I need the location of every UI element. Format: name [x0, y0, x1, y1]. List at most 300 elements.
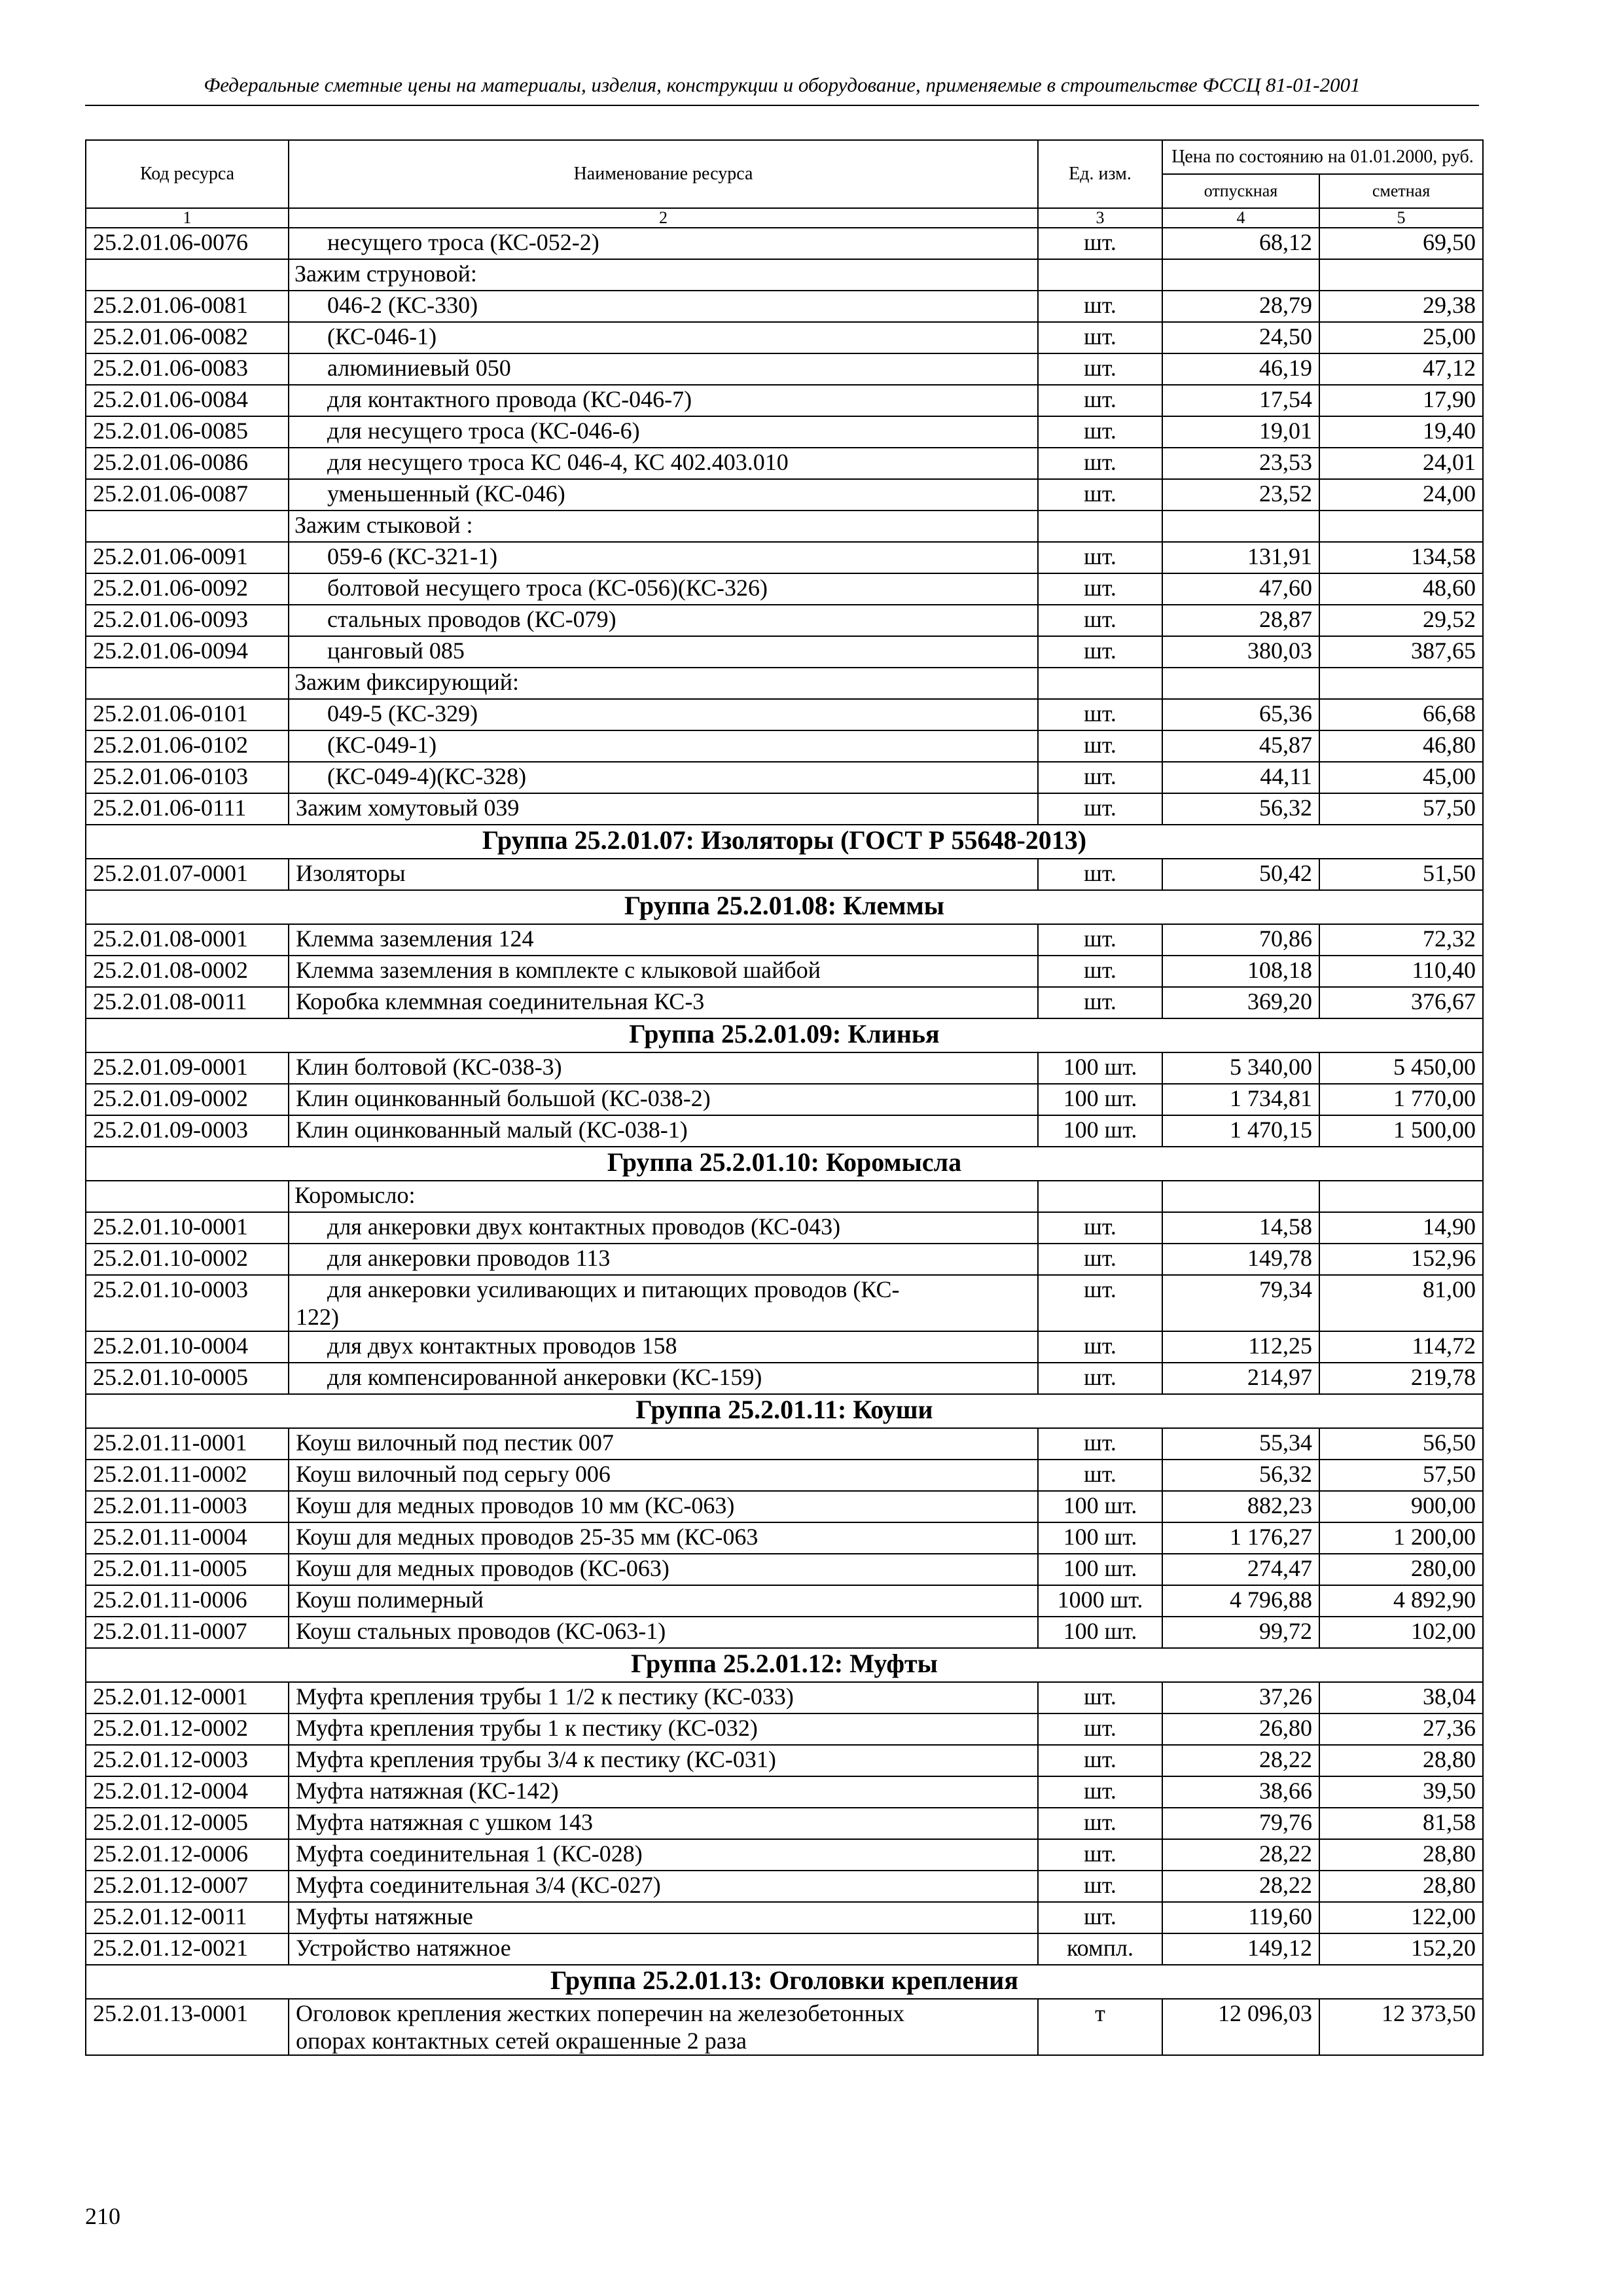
resource-code: 25.2.01.08-0002 [86, 956, 289, 987]
table-row [86, 542, 1483, 573]
resource-name-text: Муфты натяжные [296, 1903, 473, 1929]
price-table [85, 139, 1484, 2056]
price-estimate: 387,65 [1319, 636, 1483, 668]
table-row [86, 353, 1483, 385]
price-estimate: 900,00 [1319, 1491, 1483, 1522]
resource-name-text: Изоляторы [296, 860, 406, 886]
resource-name-text: (КС-046-1) [327, 323, 437, 350]
unit: шт. [1038, 636, 1162, 668]
price-release: 369,20 [1162, 987, 1319, 1018]
resource-name [289, 668, 1038, 699]
resource-name-text: 046-2 (КС-330) [327, 292, 478, 318]
resource-code: 25.2.01.11-0006 [86, 1585, 289, 1617]
resource-name [289, 1460, 1038, 1491]
unit: шт. [1038, 1275, 1162, 1331]
table-row [86, 385, 1483, 416]
unit: шт. [1038, 859, 1162, 890]
unit: 100 шт. [1038, 1617, 1162, 1648]
resource-code: 25.2.01.08-0011 [86, 987, 289, 1018]
resource-name-continuation: опорах контактных сетей окрашенные 2 раза [296, 2028, 747, 2054]
resource-code: 25.2.01.06-0082 [86, 322, 289, 353]
price-estimate: 45,00 [1319, 762, 1483, 793]
group-header-row [86, 1965, 1483, 1999]
resource-name [289, 1745, 1038, 1776]
resource-name [289, 385, 1038, 416]
price-estimate: 28,80 [1319, 1839, 1483, 1871]
table-row [86, 605, 1483, 636]
resource-name-text: для двух контактных проводов 158 [327, 1333, 677, 1359]
resource-name [289, 1331, 1038, 1363]
price-release: 24,50 [1162, 322, 1319, 353]
resource-name [289, 228, 1038, 259]
unit: 100 шт. [1038, 1052, 1162, 1084]
price-estimate: 114,72 [1319, 1331, 1483, 1363]
resource-code: 25.2.01.09-0002 [86, 1084, 289, 1115]
table-row [86, 762, 1483, 793]
unit: 100 шт. [1038, 1115, 1162, 1147]
price-estimate: 1 500,00 [1319, 1115, 1483, 1147]
unit: шт. [1038, 1363, 1162, 1394]
unit: шт. [1038, 353, 1162, 385]
resource-name [289, 636, 1038, 668]
resource-code: 25.2.01.06-0084 [86, 385, 289, 416]
resource-name-text: (КС-049-1) [327, 732, 437, 758]
resource-code: 25.2.01.06-0102 [86, 730, 289, 762]
resource-name [289, 1585, 1038, 1617]
resource-code: 25.2.01.12-0011 [86, 1902, 289, 1933]
resource-code: 25.2.01.06-0103 [86, 762, 289, 793]
resource-name-continuation: 122) [296, 1304, 339, 1330]
unit: шт. [1038, 385, 1162, 416]
resource-name-text: Коуш для медных проводов 10 мм (КС-063) [296, 1492, 735, 1518]
resource-name [289, 416, 1038, 448]
price-release: 882,23 [1162, 1491, 1319, 1522]
price-estimate: 219,78 [1319, 1363, 1483, 1394]
resource-name [289, 448, 1038, 479]
unit [1038, 511, 1162, 542]
resource-name-text: Коуш стальных проводов (КС-063-1) [296, 1618, 666, 1644]
resource-code: 25.2.01.06-0093 [86, 605, 289, 636]
table-row [86, 1212, 1483, 1244]
resource-name-text: Коуш для медных проводов (КС-063) [296, 1555, 669, 1581]
price-estimate: 28,80 [1319, 1871, 1483, 1902]
resource-name-text: Коромысло: [294, 1182, 416, 1208]
resource-name [289, 956, 1038, 987]
price-estimate: 152,96 [1319, 1244, 1483, 1275]
resource-name-text: Муфта крепления трубы 1 к пестику (КС-032) [296, 1715, 758, 1741]
resource-name-text: Муфта натяжная с ушком 143 [296, 1809, 593, 1835]
resource-name [289, 924, 1038, 956]
header-name: Наименование ресурса [289, 140, 1038, 208]
resource-code: 25.2.01.11-0001 [86, 1428, 289, 1460]
unit: 100 шт. [1038, 1084, 1162, 1115]
table-row [86, 1052, 1483, 1084]
resource-name-text: Муфта соединительная 3/4 (КС-027) [296, 1872, 661, 1898]
unit: шт. [1038, 956, 1162, 987]
resource-code: 25.2.01.07-0001 [86, 859, 289, 890]
price-estimate: 81,00 [1319, 1275, 1483, 1331]
resource-name [289, 479, 1038, 511]
resource-code: 25.2.01.10-0002 [86, 1244, 289, 1275]
price-release: 50,42 [1162, 859, 1319, 890]
col-number: 1 [86, 208, 289, 228]
unit: 100 шт. [1038, 1522, 1162, 1554]
price-estimate: 17,90 [1319, 385, 1483, 416]
price-release: 23,52 [1162, 479, 1319, 511]
price-release: 1 470,15 [1162, 1115, 1319, 1147]
resource-name [289, 605, 1038, 636]
resource-name-text: Клемма заземления в комплекте с клыковой шайбой [296, 957, 821, 983]
price-release [1162, 668, 1319, 699]
price-release: 70,86 [1162, 924, 1319, 956]
unit: шт. [1038, 793, 1162, 825]
resource-name-text: Клин оцинкованный малый (КС-038-1) [296, 1117, 688, 1143]
table-row [86, 730, 1483, 762]
price-release: 45,87 [1162, 730, 1319, 762]
group-title: Группа 25.2.01.13: Оголовки крепления [86, 1965, 1483, 1999]
unit: шт. [1038, 605, 1162, 636]
price-estimate: 280,00 [1319, 1554, 1483, 1585]
resource-name-text: (КС-049-4)(КС-328) [327, 763, 527, 789]
price-release: 26,80 [1162, 1713, 1319, 1745]
resource-name-text: для компенсированной анкеровки (КС-159) [327, 1364, 762, 1390]
unit: шт. [1038, 228, 1162, 259]
price-release: 149,12 [1162, 1933, 1319, 1965]
resource-name [289, 1244, 1038, 1275]
price-release: 55,34 [1162, 1428, 1319, 1460]
col-number: 3 [1038, 208, 1162, 228]
resource-name-text: Муфта крепления трубы 1 1/2 к пестику (КС-033) [296, 1683, 794, 1710]
resource-name [289, 1713, 1038, 1745]
price-release: 17,54 [1162, 385, 1319, 416]
price-release: 19,01 [1162, 416, 1319, 448]
header-rule [85, 105, 1479, 106]
resource-code [86, 511, 289, 542]
unit: шт. [1038, 1682, 1162, 1713]
resource-code: 25.2.01.12-0003 [86, 1745, 289, 1776]
resource-name [289, 322, 1038, 353]
group-header-row [86, 1147, 1483, 1181]
resource-name-text: Коуш для медных проводов 25-35 мм (КС-063 [296, 1524, 758, 1550]
price-release: 12 096,03 [1162, 1999, 1319, 2055]
resource-name-text: Зажим струновой: [294, 260, 477, 287]
price-estimate: 29,52 [1319, 605, 1483, 636]
price-estimate: 38,04 [1319, 1682, 1483, 1713]
unit: шт. [1038, 1808, 1162, 1839]
price-estimate: 14,90 [1319, 1212, 1483, 1244]
resource-name-text: несущего троса (КС-052-2) [327, 229, 599, 255]
table-row [86, 1682, 1483, 1713]
table-row [86, 956, 1483, 987]
price-estimate: 56,50 [1319, 1428, 1483, 1460]
subheading-row [86, 511, 1483, 542]
unit: шт. [1038, 987, 1162, 1018]
unit: 1000 шт. [1038, 1585, 1162, 1617]
price-release: 28,22 [1162, 1871, 1319, 1902]
price-estimate: 1 200,00 [1319, 1522, 1483, 1554]
table-header [86, 140, 1483, 228]
resource-code [86, 668, 289, 699]
price-estimate: 4 892,90 [1319, 1585, 1483, 1617]
table-row [86, 1713, 1483, 1745]
table-row [86, 1745, 1483, 1776]
resource-code: 25.2.01.06-0092 [86, 573, 289, 605]
unit: шт. [1038, 1902, 1162, 1933]
resource-name [289, 1776, 1038, 1808]
group-header-row [86, 890, 1483, 924]
table-body [86, 228, 1483, 2055]
resource-code: 25.2.01.09-0001 [86, 1052, 289, 1084]
resource-code: 25.2.01.12-0001 [86, 1682, 289, 1713]
resource-code: 25.2.01.06-0101 [86, 699, 289, 730]
resource-name-text: Коробка клеммная соединительная КС-3 [296, 988, 705, 1014]
resource-code: 25.2.01.06-0091 [86, 542, 289, 573]
resource-name-text: 059-6 (КС-321-1) [327, 543, 498, 569]
price-release: 149,78 [1162, 1244, 1319, 1275]
resource-name-text: Зажим хомутовый 039 [296, 795, 520, 821]
price-estimate: 46,80 [1319, 730, 1483, 762]
price-release: 28,22 [1162, 1745, 1319, 1776]
resource-name [289, 1491, 1038, 1522]
price-release: 5 340,00 [1162, 1052, 1319, 1084]
table-row [86, 1839, 1483, 1871]
unit: шт. [1038, 730, 1162, 762]
resource-name [289, 542, 1038, 573]
resource-code: 25.2.01.06-0076 [86, 228, 289, 259]
resource-code: 25.2.01.06-0111 [86, 793, 289, 825]
price-estimate: 102,00 [1319, 1617, 1483, 1648]
price-release: 214,97 [1162, 1363, 1319, 1394]
unit: шт. [1038, 322, 1162, 353]
unit: 100 шт. [1038, 1554, 1162, 1585]
resource-name-text: Коуш вилочный под пестик 007 [296, 1429, 614, 1456]
unit [1038, 259, 1162, 291]
resource-code: 25.2.01.11-0005 [86, 1554, 289, 1585]
resource-name-text: уменьшенный (КС-046) [327, 480, 565, 507]
resource-code: 25.2.01.10-0003 [86, 1275, 289, 1331]
price-estimate: 27,36 [1319, 1713, 1483, 1745]
resource-code: 25.2.01.12-0004 [86, 1776, 289, 1808]
price-estimate: 24,01 [1319, 448, 1483, 479]
table-row [86, 859, 1483, 890]
resource-name [289, 1933, 1038, 1965]
unit: шт. [1038, 1713, 1162, 1745]
price-estimate: 66,68 [1319, 699, 1483, 730]
group-title: Группа 25.2.01.09: Клинья [86, 1018, 1483, 1052]
price-release: 4 796,88 [1162, 1585, 1319, 1617]
resource-name-text: Зажим фиксирующий: [294, 669, 520, 695]
resource-code: 25.2.01.12-0021 [86, 1933, 289, 1965]
unit: шт. [1038, 542, 1162, 573]
resource-name [289, 291, 1038, 322]
subheading-row [86, 259, 1483, 291]
price-estimate: 24,00 [1319, 479, 1483, 511]
price-release: 28,87 [1162, 605, 1319, 636]
table-row [86, 573, 1483, 605]
resource-name-text: Клин болтовой (КС-038-3) [296, 1054, 562, 1080]
price-release: 37,26 [1162, 1682, 1319, 1713]
resource-name-text: стальных проводов (КС-079) [327, 606, 616, 632]
price-estimate: 81,58 [1319, 1808, 1483, 1839]
resource-code: 25.2.01.12-0002 [86, 1713, 289, 1745]
resource-name [289, 1212, 1038, 1244]
table-row [86, 793, 1483, 825]
unit: шт. [1038, 416, 1162, 448]
unit: шт. [1038, 573, 1162, 605]
unit: компл. [1038, 1933, 1162, 1965]
price-release: 38,66 [1162, 1776, 1319, 1808]
price-estimate: 12 373,50 [1319, 1999, 1483, 2055]
price-estimate: 28,80 [1319, 1745, 1483, 1776]
price-release: 14,58 [1162, 1212, 1319, 1244]
resource-name-text: Муфта натяжная (КС-142) [296, 1778, 559, 1804]
price-estimate: 57,50 [1319, 1460, 1483, 1491]
price-release: 65,36 [1162, 699, 1319, 730]
resource-code: 25.2.01.09-0003 [86, 1115, 289, 1147]
resource-name-text: Коуш вилочный под серьгу 006 [296, 1461, 611, 1487]
unit: шт. [1038, 924, 1162, 956]
resource-name [289, 1871, 1038, 1902]
table-row [86, 1776, 1483, 1808]
resource-code: 25.2.01.06-0086 [86, 448, 289, 479]
resource-name-text: Клин оцинкованный большой (КС-038-2) [296, 1085, 711, 1111]
table-row [86, 416, 1483, 448]
resource-name-text: для несущего троса КС 046-4, КС 402.403.010 [327, 449, 789, 475]
unit [1038, 668, 1162, 699]
table-row [86, 1585, 1483, 1617]
table-row [86, 1428, 1483, 1460]
price-release: 28,22 [1162, 1839, 1319, 1871]
price-release [1162, 1181, 1319, 1212]
resource-name [289, 987, 1038, 1018]
unit: шт. [1038, 699, 1162, 730]
price-release: 119,60 [1162, 1902, 1319, 1933]
price-release: 56,32 [1162, 793, 1319, 825]
unit: шт. [1038, 1745, 1162, 1776]
price-estimate [1319, 511, 1483, 542]
table-row [86, 987, 1483, 1018]
table-row [86, 1554, 1483, 1585]
table-row [86, 699, 1483, 730]
resource-code: 25.2.01.12-0005 [86, 1808, 289, 1839]
running-header: Федеральные сметные цены на материалы, изделия, конструкции и оборудование, применяемые в строительстве ФССЦ 81-01-2001 [204, 73, 1361, 96]
price-release: 1 176,27 [1162, 1522, 1319, 1554]
unit: т [1038, 1999, 1162, 2055]
group-header-row [86, 825, 1483, 859]
price-estimate: 51,50 [1319, 859, 1483, 890]
resource-code: 25.2.01.06-0094 [86, 636, 289, 668]
resource-name [289, 1181, 1038, 1212]
price-release: 56,32 [1162, 1460, 1319, 1491]
table-row [86, 1244, 1483, 1275]
resource-code: 25.2.01.11-0007 [86, 1617, 289, 1648]
resource-name [289, 859, 1038, 890]
resource-name-text: алюминиевый 050 [327, 355, 511, 381]
resource-name [289, 793, 1038, 825]
resource-code: 25.2.01.10-0001 [86, 1212, 289, 1244]
price-release: 44,11 [1162, 762, 1319, 793]
price-estimate [1319, 259, 1483, 291]
resource-code: 25.2.01.11-0002 [86, 1460, 289, 1491]
price-estimate: 48,60 [1319, 573, 1483, 605]
group-title: Группа 25.2.01.10: Коромысла [86, 1147, 1483, 1181]
resource-code: 25.2.01.06-0083 [86, 353, 289, 385]
resource-name [289, 259, 1038, 291]
table-row [86, 1084, 1483, 1115]
resource-name [289, 573, 1038, 605]
price-estimate: 29,38 [1319, 291, 1483, 322]
price-release: 131,91 [1162, 542, 1319, 573]
resource-name-text: Муфта соединительная 1 (КС-028) [296, 1840, 643, 1867]
header-code: Код ресурса [86, 140, 289, 208]
group-title: Группа 25.2.01.12: Муфты [86, 1648, 1483, 1682]
price-release: 79,76 [1162, 1808, 1319, 1839]
group-header-row [86, 1018, 1483, 1052]
table-row [86, 1999, 1483, 2055]
resource-name-text: 049-5 (КС-329) [327, 700, 478, 726]
group-title: Группа 25.2.01.07: Изоляторы (ГОСТ Р 55648-2013) [86, 825, 1483, 859]
table-row [86, 1522, 1483, 1554]
unit: шт. [1038, 1839, 1162, 1871]
price-estimate: 57,50 [1319, 793, 1483, 825]
resource-name [289, 1839, 1038, 1871]
table-row [86, 1331, 1483, 1363]
unit: шт. [1038, 1871, 1162, 1902]
unit [1038, 1181, 1162, 1212]
resource-code: 25.2.01.12-0006 [86, 1839, 289, 1871]
table-row [86, 1902, 1483, 1933]
price-release: 47,60 [1162, 573, 1319, 605]
price-release: 1 734,81 [1162, 1084, 1319, 1115]
price-estimate: 152,20 [1319, 1933, 1483, 1965]
unit: шт. [1038, 1331, 1162, 1363]
header-price-group: Цена по состоянию на 01.01.2000, руб. [1162, 140, 1483, 174]
table-row [86, 448, 1483, 479]
col-number: 4 [1162, 208, 1319, 228]
price-estimate: 39,50 [1319, 1776, 1483, 1808]
resource-code: 25.2.01.11-0004 [86, 1522, 289, 1554]
resource-name-text: для анкеровки усиливающих и питающих проводов (КС- [327, 1276, 900, 1302]
unit: шт. [1038, 448, 1162, 479]
resource-name [289, 1617, 1038, 1648]
table-row [86, 1808, 1483, 1839]
resource-name-text: для несущего троса (КС-046-6) [327, 418, 640, 444]
resource-name [289, 730, 1038, 762]
price-estimate: 69,50 [1319, 228, 1483, 259]
resource-name-text: Клемма заземления 124 [296, 925, 534, 952]
resource-name-text: для анкеровки проводов 113 [327, 1245, 611, 1271]
table-row [86, 1460, 1483, 1491]
table-row [86, 924, 1483, 956]
price-release: 68,12 [1162, 228, 1319, 259]
group-title: Группа 25.2.01.11: Коуши [86, 1394, 1483, 1428]
price-estimate: 72,32 [1319, 924, 1483, 956]
group-header-row [86, 1394, 1483, 1428]
resource-name-text: для контактного провода (КС-046-7) [327, 386, 692, 412]
resource-name [289, 1428, 1038, 1460]
page-number: 210 [85, 2203, 120, 2229]
resource-name-text: Устройство натяжное [296, 1935, 511, 1961]
resource-name [289, 699, 1038, 730]
resource-name [289, 762, 1038, 793]
price-estimate [1319, 668, 1483, 699]
price-estimate: 110,40 [1319, 956, 1483, 987]
price-release: 99,72 [1162, 1617, 1319, 1648]
resource-code: 25.2.01.12-0007 [86, 1871, 289, 1902]
resource-name [289, 1052, 1038, 1084]
price-release: 112,25 [1162, 1331, 1319, 1363]
resource-name [289, 1363, 1038, 1394]
